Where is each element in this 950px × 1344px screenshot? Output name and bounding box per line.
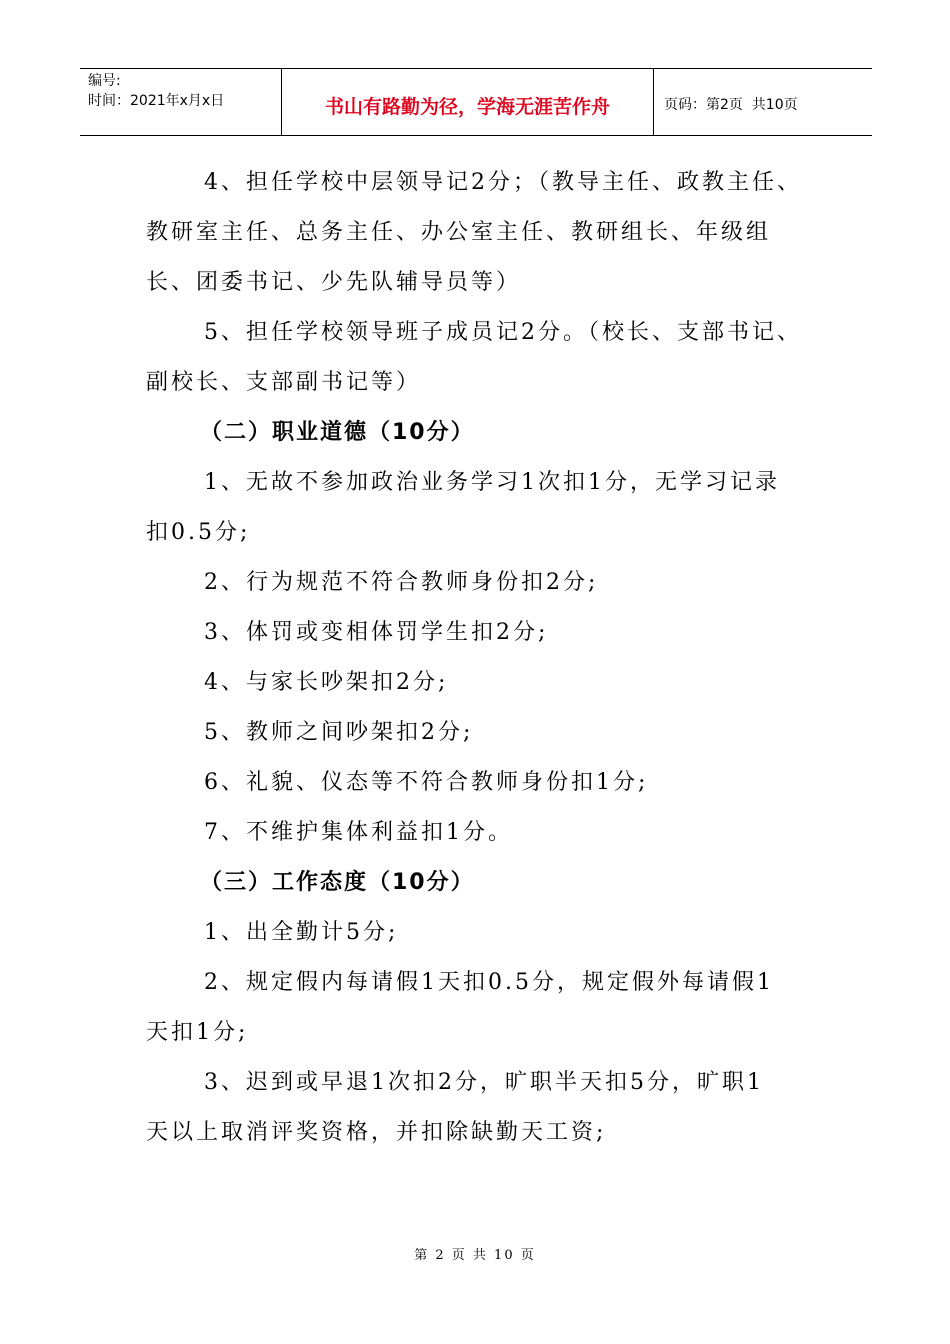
paragraph-line: 天扣1分; — [146, 1020, 249, 1045]
document-body — [146, 158, 836, 1158]
paragraph-line: 1、出全勤计5分; — [204, 920, 399, 945]
paragraph-line: 6、礼貌、仪态等不符合教师身份扣1分; — [204, 770, 649, 795]
paragraph-line: 副校长、支部副书记等） — [146, 370, 422, 395]
header-meta — [80, 69, 282, 135]
paragraph-line: 2、规定假内每请假1天扣0.5分，规定假外每请假1 — [204, 970, 774, 995]
paragraph-line: 2、行为规范不符合教师身份扣2分; — [204, 570, 599, 595]
page-info-text: 页码：第2页 共10页 — [664, 97, 798, 113]
header-page-info — [654, 69, 872, 135]
header-motto: 书山有路勤为径，学海无涯苦作舟 — [282, 69, 654, 135]
paragraph-line: 4、与家长吵架扣2分; — [204, 670, 449, 695]
section-heading: （二）职业道德（10分） — [200, 420, 475, 445]
paragraph-line: 3、迟到或早退1次扣2分，旷职半天扣5分，旷职1 — [204, 1070, 764, 1095]
paragraph-line: 7、不维护集体利益扣1分。 — [204, 820, 513, 845]
paragraph-line: 4、担任学校中层领导记2分；（教导主任、政教主任、 — [204, 170, 802, 195]
document-number-label: 编号: — [88, 73, 121, 89]
paragraph-line: 1、无故不参加政治业务学习1次扣1分，无学习记录 — [204, 470, 780, 495]
paragraph-line: 长、团委书记、少先队辅导员等） — [146, 270, 522, 295]
document-header — [80, 68, 872, 136]
paragraph-line: 5、教师之间吵架扣2分; — [204, 720, 474, 745]
paragraph-line: 5、担任学校领导班子成员记2分。（校长、支部书记、 — [204, 320, 802, 345]
page-footer: 第 2 页 共 10 页 — [414, 1248, 536, 1263]
paragraph-line: 3、体罚或变相体罚学生扣2分; — [204, 620, 549, 645]
paragraph-line: 扣0.5分; — [146, 520, 251, 545]
paragraph-line: 教研室主任、总务主任、办公室主任、教研组长、年级组 — [146, 220, 772, 245]
paragraph-line: 天以上取消评奖资格，并扣除缺勤天工资; — [146, 1120, 607, 1145]
section-heading: （三）工作态度（10分） — [200, 870, 475, 895]
document-time-label: 时间：2021年x月x日 — [88, 93, 225, 109]
